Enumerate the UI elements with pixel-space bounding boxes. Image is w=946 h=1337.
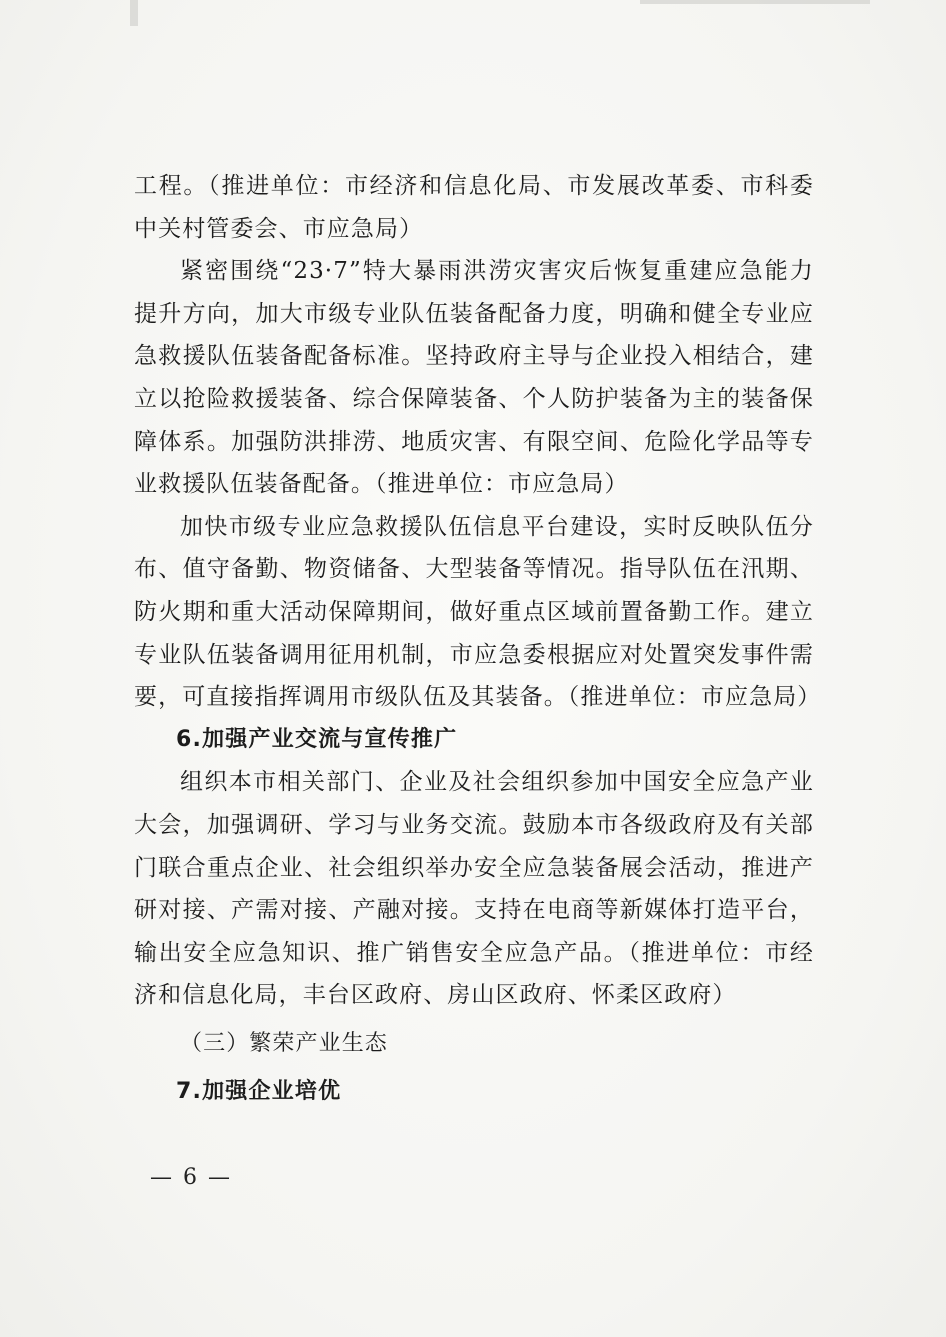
paragraph: 加快市级专业应急救援队伍信息平台建设，实时反映队伍分布、值守备勤、物资储备、大型装备等情况。指导队伍在汛期、防火期和重大活动保障期间，做好重点区域前置备勤工作。建立专业队伍装备调用征用机制，市应急委根据应对处置突发事件需要，可直接指挥调用市级队伍及其装备。（推进单位：市应急局） bbox=[134, 513, 822, 711]
page-number: — 6 — bbox=[150, 1165, 232, 1190]
document-body bbox=[134, 165, 822, 1114]
paragraph: 紧密围绕“23·7”特大暴雨洪涝灾害灾后恢复重建应急能力提升方向，加大市级专业队伍装备配备力度，明确和健全专业应急救援队伍装备配备标准。坚持政府主导与企业投入相结合，建立以抢险救援装备、综合保障装备、个人防护装备为主的装备保障体系。加强防洪排涝、地质灾害、有限空间、危险化学品等专业救援队伍装备配备。（推进单位：市应急局） bbox=[134, 258, 814, 498]
scan-artifact bbox=[130, 0, 138, 26]
section-heading: 7.加强企业培优 bbox=[176, 1079, 342, 1105]
scan-artifact bbox=[640, 0, 870, 4]
paragraph: 工程。（推进单位：市经济和信息化局、市发展改革委、市科委中关村管委会、市应急局） bbox=[134, 173, 814, 242]
paragraph: 组织本市相关部门、企业及社会组织参加中国安全应急产业大会，加强调研、学习与业务交流。鼓励本市各级政府及有关部门联合重点企业、社会组织举办安全应急装备展会活动，推进产研对接、产需对接、产融对接。支持在电商等新媒体打造平台，输出安全应急知识、推广销售安全应急产品。（推进单位：市经济和信息化局，丰台区政府、房山区政府、怀柔区政府） bbox=[134, 769, 814, 1009]
section-subheading: （三）繁荣产业生态 bbox=[180, 1030, 388, 1056]
section-heading: 6.加强产业交流与宣传推广 bbox=[176, 726, 458, 752]
